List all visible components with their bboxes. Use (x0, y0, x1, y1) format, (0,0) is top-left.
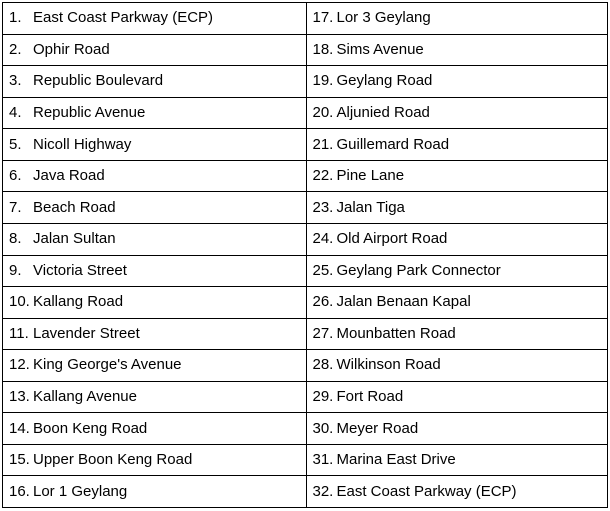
road-name: Jalan Sultan (33, 230, 116, 248)
road-number: 4. (9, 103, 22, 121)
road-number: 2. (9, 40, 22, 58)
road-name: Republic Boulevard (33, 72, 164, 90)
road-list-body (3, 3, 608, 508)
road-number: 30. (312, 419, 334, 437)
road-number: 12. (9, 356, 30, 374)
road-name: King George's Avenue (33, 356, 182, 374)
table-row (3, 413, 608, 445)
road-cell-left (3, 223, 307, 255)
road-cell-right (306, 97, 608, 129)
table-row (3, 287, 608, 319)
road-cell-right (306, 255, 608, 287)
road-cell-right (306, 476, 608, 508)
table-row (3, 192, 608, 224)
road-cell-left (3, 34, 307, 66)
table-row (3, 318, 608, 350)
road-cell-right (306, 287, 608, 319)
road-name: East Coast Parkway (ECP) (33, 9, 214, 27)
road-name: Wilkinson Road (336, 356, 441, 374)
road-number: 32. (312, 482, 334, 500)
road-cell-left (3, 350, 307, 382)
road-cell-right (306, 381, 608, 413)
table-row (3, 97, 608, 129)
road-name: Marina East Drive (336, 451, 456, 469)
table-row (3, 223, 608, 255)
road-cell-left (3, 381, 307, 413)
road-cell-right (306, 160, 608, 192)
road-number: 26. (312, 293, 334, 311)
road-number: 1. (9, 9, 22, 27)
road-cell-left (3, 192, 307, 224)
road-list-table (2, 2, 608, 508)
road-number: 23. (312, 198, 334, 216)
road-name: Victoria Street (33, 261, 127, 279)
road-name: Pine Lane (336, 167, 405, 185)
road-name: Kallang Avenue (33, 388, 137, 406)
road-name: Lor 1 Geylang (33, 482, 128, 500)
road-name: Jalan Benaan Kapal (336, 293, 471, 311)
road-name: Beach Road (33, 198, 116, 216)
road-number: 7. (9, 198, 22, 216)
table-row (3, 255, 608, 287)
table-row (3, 34, 608, 66)
road-number: 11. (9, 324, 29, 342)
road-cell-left (3, 476, 307, 508)
road-number: 3. (9, 72, 22, 90)
road-cell-left (3, 97, 307, 129)
road-number: 31. (312, 451, 334, 469)
road-number: 29. (312, 388, 334, 406)
road-name: Upper Boon Keng Road (33, 451, 193, 469)
road-name: Geylang Road (336, 72, 433, 90)
road-cell-right (306, 66, 608, 98)
road-number: 28. (312, 356, 334, 374)
road-name: Java Road (33, 167, 105, 185)
road-name: Guillemard Road (336, 135, 450, 153)
table-row (3, 381, 608, 413)
road-number: 22. (312, 167, 334, 185)
road-number: 25. (312, 261, 334, 279)
road-name: Lor 3 Geylang (336, 9, 431, 27)
road-name: East Coast Parkway (ECP) (336, 482, 517, 500)
road-cell-left (3, 318, 307, 350)
road-name: Old Airport Road (336, 230, 448, 248)
road-number: 6. (9, 167, 22, 185)
road-cell-right (306, 444, 608, 476)
road-name: Jalan Tiga (336, 198, 405, 216)
road-name: Boon Keng Road (33, 419, 148, 437)
road-number: 5. (9, 135, 22, 153)
road-cell-left (3, 255, 307, 287)
road-number: 10. (9, 293, 30, 311)
road-number: 8. (9, 230, 22, 248)
road-name: Geylang Park Connector (336, 261, 501, 279)
road-name: Nicoll Highway (33, 135, 132, 153)
road-cell-left (3, 66, 307, 98)
road-number: 17. (312, 9, 334, 27)
road-cell-right (306, 223, 608, 255)
road-name: Kallang Road (33, 293, 124, 311)
road-cell-right (306, 318, 608, 350)
road-name: Aljunied Road (336, 103, 430, 121)
table-row (3, 129, 608, 161)
table-row (3, 160, 608, 192)
road-name: Sims Avenue (336, 40, 424, 58)
road-cell-left (3, 287, 307, 319)
table-row (3, 444, 608, 476)
road-number: 13. (9, 388, 30, 406)
road-cell-right (306, 192, 608, 224)
road-name: Fort Road (336, 388, 404, 406)
road-cell-left (3, 444, 307, 476)
road-name: Meyer Road (336, 419, 419, 437)
road-number: 18. (312, 40, 334, 58)
table-row (3, 3, 608, 35)
road-number: 15. (9, 451, 30, 469)
road-number: 24. (312, 230, 334, 248)
road-name: Lavender Street (33, 324, 140, 342)
road-cell-right (306, 3, 608, 35)
road-number: 20. (312, 103, 334, 121)
road-name: Ophir Road (33, 40, 110, 58)
road-cell-left (3, 3, 307, 35)
road-cell-right (306, 350, 608, 382)
road-cell-right (306, 413, 608, 445)
road-number: 9. (9, 261, 22, 279)
table-row (3, 350, 608, 382)
table-row (3, 476, 608, 508)
road-number: 16. (9, 482, 30, 500)
road-cell-right (306, 129, 608, 161)
road-cell-left (3, 160, 307, 192)
road-number: 14. (9, 419, 30, 437)
road-number: 19. (312, 72, 334, 90)
table-row (3, 66, 608, 98)
road-cell-left (3, 129, 307, 161)
road-name: Republic Avenue (33, 103, 146, 121)
road-cell-right (306, 34, 608, 66)
road-cell-left (3, 413, 307, 445)
road-number: 27. (312, 324, 334, 342)
road-name: Mounbatten Road (336, 324, 456, 342)
road-number: 21. (312, 135, 334, 153)
